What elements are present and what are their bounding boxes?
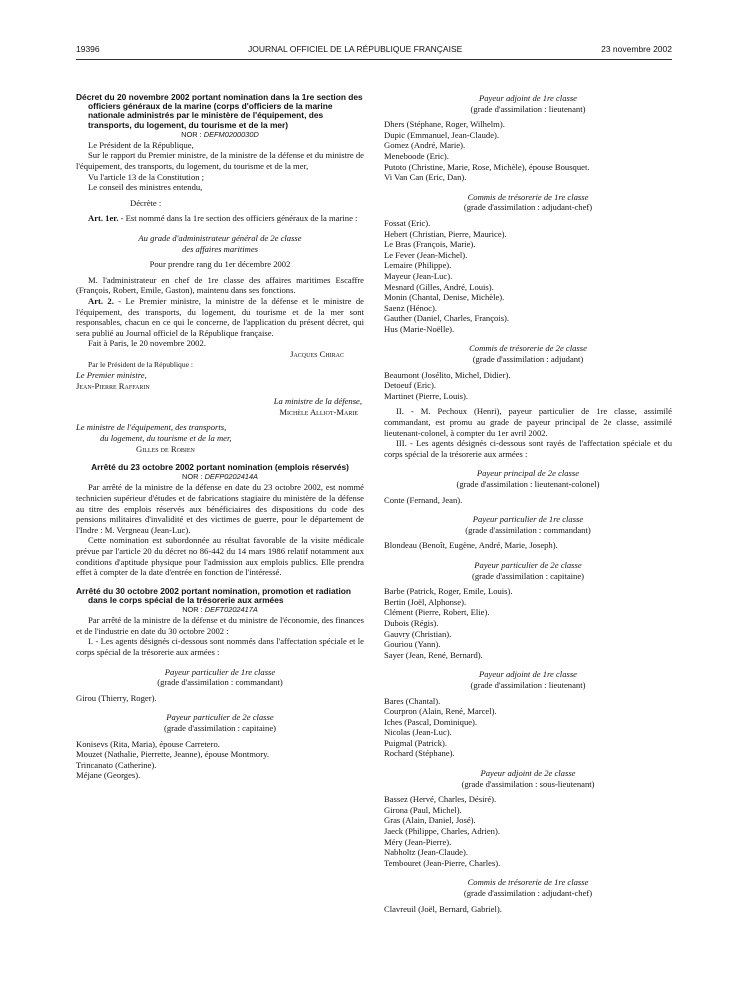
list-item: Bassez (Hervé, Charles, Désiré). [384, 794, 497, 805]
name-list [384, 696, 672, 760]
section-title: Payeur principal de 2e classe [476, 468, 580, 479]
list-item: Conte (Fernand, Jean). [384, 494, 463, 505]
section-assimilation: (grade d'assimilation : adjudant) [472, 354, 584, 365]
def-title: La ministre de la défense, [273, 396, 362, 407]
paragraph-ii: II. - M. Pechoux (Henri), payeur particulier de 1re classe, assimilé commandant, est promu au grade de payeur principal de 2e classe, assimilé lieutenant-colonel, à compter du 1er avril 2002. [384, 406, 672, 438]
grade-line-1: Au grade d'administrateur général de 2e classe [138, 232, 302, 243]
header-rule [76, 59, 672, 60]
section-title: Commis de trésorerie de 1re classe [467, 191, 589, 202]
list-item: Clavreuil (Joël, Bernard, Gabriel). [384, 903, 502, 914]
left-column [76, 93, 364, 781]
section-title: Payeur particulier de 2e classe [474, 559, 582, 570]
article-2: Art. 2. - Le Premier ministre, la ministre de la défense et le ministre de l'équipement, des transports, du logement, du tourisme et de la mer sont responsables, chacun en ce qui le concerne, de l'application du présent décret, qui sera publié au Journal officiel de la République française. [76, 295, 364, 338]
journal-title: JOURNAL OFFICIEL DE LA RÉPUBLIQUE FRANÇAISE [248, 44, 463, 54]
list-item: Girou (Thierry, Roger). [76, 692, 157, 703]
section-title: Commis de trésorerie de 1re classe [467, 877, 589, 888]
eq-title-1: Le ministre de l'équipement, des transports, [76, 422, 227, 433]
name-list [76, 739, 364, 781]
list-item: Detoeuf (Eric). [384, 380, 437, 391]
section-assimilation: (grade d'assimilation : sous-lieutenant) [461, 778, 595, 789]
rang: Pour prendre rang du 1er décembre 2002 [149, 259, 291, 270]
arrete1-p1: Par arrêté de la ministre de la défense en date du 23 octobre 2002, est nommé technicien supérieur d'études et de fabrications stagiaire du ministère de la défense au titre des emplois réservés aux bénéficiaires des dispositions du code des pensions militaires d'invalidité et des victimes de guerre, pour le département de l'Indre : M. Vergneau (Jean-Luc). [76, 482, 364, 535]
list-item: Dubois (Régis). [384, 617, 439, 628]
name-list [384, 586, 672, 660]
list-item: Mesnard (Gilles, André, Louis). [384, 281, 494, 292]
list-item: Blondeau (Benoît, Eugène, André, Marie, Joseph). [384, 540, 558, 551]
list-item: Monin (Chantal, Denise, Michèle). [384, 292, 505, 303]
list-item: Tembouret (Jean-Pierre, Charles). [384, 857, 501, 868]
list-item: Mouzet (Nathalie, Pierrette, Jeanne), épouse Montmory. [76, 749, 269, 760]
paragraph-iii: III. - Les agents désignés ci-dessous sont rayés de l'affectation spéciale et du corps spécial de la trésorerie aux armées : [384, 438, 672, 459]
list-item: Puigmal (Patrick). [384, 737, 448, 748]
name-list [384, 218, 672, 335]
right-column [384, 93, 672, 914]
list-item: Trincanato (Catherine). [76, 759, 157, 770]
section-assimilation: (grade d'assimilation : lieutenant) [470, 103, 586, 114]
def-name: Michèle Alliot-Marie [279, 406, 358, 417]
list-item: Bares (Chantal). [384, 695, 441, 706]
arrete2-nor: NOR : DEFT0202417A [182, 605, 258, 615]
list-item: Clément (Pierre, Robert, Elie). [384, 607, 490, 618]
pm-name: Jean-Pierre Raffarin [76, 380, 150, 391]
decret-p2: Sur le rapport du Premier ministre, de la ministre de la défense et du ministre de l'équipement, des transports, du logement, du tourisme et de la mer, [76, 150, 364, 171]
list-item: Nabholtz (Jean-Claude). [384, 847, 468, 858]
section-title: Payeur particulier de 2e classe [166, 712, 274, 723]
list-item: Gras (Alain, Daniel, José). [384, 815, 476, 826]
eq-title-2: du logement, du tourisme et de la mer, [100, 433, 232, 444]
list-item: Méjane (Georges). [76, 770, 141, 781]
section-title: Commis de trésorerie de 2e classe [469, 343, 587, 354]
section-title: Payeur particulier de 1re classe [164, 666, 276, 677]
name-list [384, 119, 672, 183]
list-item: Gauvry (Christian). [384, 628, 452, 639]
section-assimilation: (grade d'assimilation : capitaine) [163, 722, 277, 733]
fait-a-paris: Fait à Paris, le 20 novembre 2002. [88, 338, 206, 349]
list-item: Vi Van Can (Eric, Dan). [384, 172, 467, 183]
list-item: Méry (Jean-Pierre). [384, 836, 452, 847]
list-item: Gouriou (Yann). [384, 639, 441, 650]
list-item: Nicolas (Jean-Luc). [384, 727, 452, 738]
list-item: Hus (Marie-Noëlle). [384, 323, 455, 334]
section-assimilation: (grade d'assimilation : capitaine) [471, 570, 585, 581]
decret-p1: Le Président de la République, [88, 139, 194, 150]
list-item: Martinet (Pierre, Louis). [384, 390, 469, 401]
section-assimilation: (grade d'assimilation : lieutenant-colonel) [456, 479, 600, 489]
name-list [384, 540, 672, 551]
list-item: Fossat (Eric). [384, 217, 431, 228]
grade-line-2: des affaires maritimes [181, 243, 259, 254]
arrete1-p2: Cette nomination est subordonnée au résultat favorable de la visite médicale prévue par l'article 20 du décret no 86-442 du 14 mars 1986 relatif notamment aux conditions d'aptitude physique pour l'admission aux emplois publics. Elle prendra effet à compter de la date d'entrée en fonction de l'intéressé. [76, 535, 364, 578]
list-item: Sayer (Jean, René, Bernard). [384, 649, 483, 660]
list-item: Le Fever (Jean-Michel). [384, 249, 468, 260]
issue-date: 23 novembre 2002 [601, 44, 672, 54]
article-1: Art. 1er. - Est nommé dans la 1re section des officiers généraux de la marine : [88, 213, 358, 224]
decrete: Décrète : [130, 197, 162, 208]
decret-title: Décret du 20 novembre 2002 portant nomination dans la 1re section des officiers généraux de la marine (corps d'officiers de la marine nationale administrés par le ministère de l'équipement, des transports, du logement, du tourisme et de la mer) [76, 92, 363, 130]
list-item: Jaeck (Philippe, Charles, Adrien). [384, 826, 500, 837]
list-item: Hebert (Christian, Pierre, Maurice). [384, 228, 507, 239]
section-title: Payeur adjoint de 1re classe [478, 93, 577, 103]
list-item: Saenz (Hénoc). [384, 302, 437, 313]
list-item: Meneboode (Eric). [384, 150, 449, 161]
section-title: Payeur adjoint de 2e classe [480, 768, 576, 779]
name-list [384, 370, 672, 402]
arrete2-p2: I. - Les agents désignés ci-dessous sont nommés dans l'affectation spéciale et le corps spécial de la trésorerie aux armées : [76, 636, 364, 657]
signature-president: Jacques Chirac [290, 348, 344, 359]
section-title: Payeur adjoint de 1re classe [478, 669, 577, 680]
list-item: Courpron (Alain, René, Marcel). [384, 706, 497, 717]
section-assimilation: (grade d'assimilation : adjudant-chef) [463, 202, 593, 213]
list-item: Dupic (Emmanuel, Jean-Claude). [384, 129, 500, 140]
list-item: Konisevs (Rita, Maria), épouse Carretero. [76, 738, 220, 749]
list-item: Putoto (Christine, Marie, Rose, Michèle), épouse Bousquet. [384, 161, 590, 172]
section-assimilation: (grade d'assimilation : lieutenant) [470, 679, 586, 690]
arrete1-title: Arrêté du 23 octobre 2002 portant nomination (emplois réservés) [91, 462, 349, 473]
name-list [384, 495, 672, 506]
list-item: Gauther (Daniel, Charles, François). [384, 313, 510, 324]
list-item: Rochard (Stéphane). [384, 748, 455, 759]
list-item: Beaumont (Josélito, Michel, Didier). [384, 369, 511, 380]
list-item: Girona (Paul, Michel). [384, 804, 462, 815]
section-assimilation: (grade d'assimilation : commandant) [157, 677, 283, 688]
page-number: 19396 [76, 44, 100, 54]
list-item: Bertin (Joël, Alphonse). [384, 596, 467, 607]
nomination: M. l'administrateur en chef de 1re classe des affaires maritimes Escaffre (François, Robert, Emile, Gaston), maintenu dans ses fonctions. [76, 274, 364, 296]
par-le-president: Par le Président de la République : [88, 359, 194, 369]
arrete2-title: Arrêté du 30 octobre 2002 portant nomination, promotion et radiation dans le corps spécial de la trésorerie aux armées [76, 585, 352, 605]
list-item: Barbe (Patrick, Roger, Emile, Louis). [384, 586, 513, 597]
decret-p4: Le conseil des ministres entendu, [88, 182, 203, 193]
name-list [76, 693, 364, 704]
list-item: Mayeur (Jean-Luc). [384, 270, 453, 281]
list-item: Iches (Pascal, Dominique). [384, 716, 478, 727]
section-assimilation: (grade d'assimilation : commandant) [465, 524, 591, 535]
page-header [76, 44, 672, 56]
list-item: Gomez (André, Marie). [384, 140, 466, 151]
decret-nor: NOR : DEFM0200030D [181, 129, 259, 139]
list-item: Dhers (Stéphane, Roger, Wilhelm). [384, 119, 505, 130]
eq-name: Gilles de Robien [136, 443, 195, 454]
name-list [384, 794, 672, 868]
list-item: Lemaire (Philippe). [384, 260, 452, 271]
list-item: Le Bras (François, Marie). [384, 239, 476, 250]
arrete1-nor: NOR : DEFP0202414A [181, 472, 258, 482]
decret-p3: Vu l'article 13 de la Constitution ; [88, 171, 205, 182]
arrete2-p1: Par arrêté de la ministre de la défense et du ministre de l'économie, des finances et de l'industrie en date du 30 octobre 2002 : [76, 615, 364, 636]
section-title: Payeur particulier de 1re classe [472, 514, 584, 525]
section-assimilation: (grade d'assimilation : adjudant-chef) [463, 888, 593, 898]
pm-title: Le Premier ministre, [76, 370, 147, 381]
name-list [384, 904, 672, 915]
